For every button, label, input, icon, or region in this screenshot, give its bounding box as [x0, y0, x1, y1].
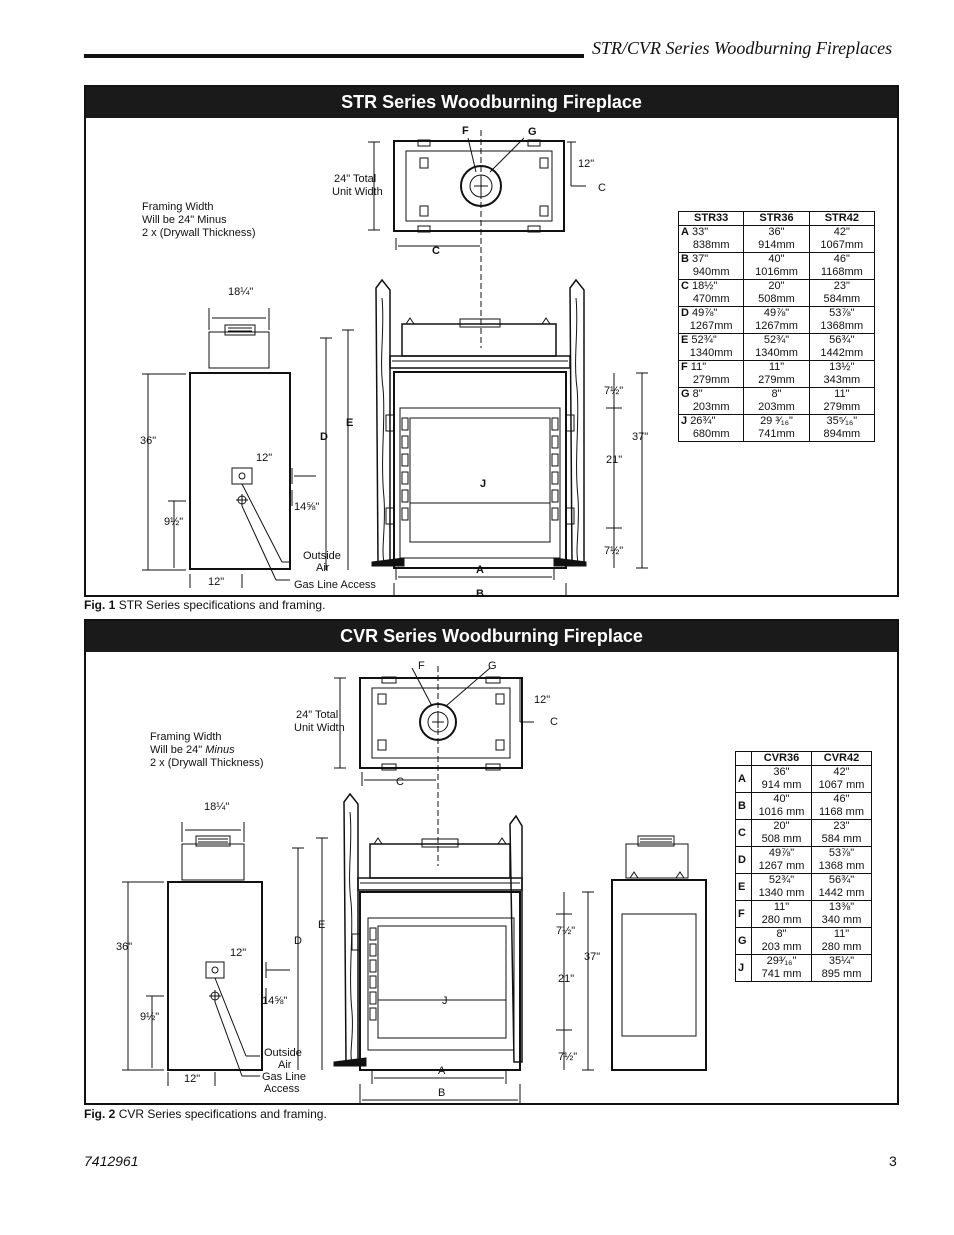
- cvr-table-row: [736, 901, 872, 928]
- str-table-cell: [744, 361, 809, 388]
- cvr-table-cell: [812, 793, 872, 820]
- str-cell-metric: 203mm: [758, 401, 795, 413]
- str-table-cell: [679, 253, 744, 280]
- cvr-label-total1: 24" Total: [296, 709, 339, 721]
- cvr-caption: [84, 1107, 327, 1121]
- str-cell-metric: 584mm: [823, 293, 861, 305]
- str-cell-imperial: 49⅞": [692, 307, 718, 319]
- cvr-row-key: J: [736, 955, 752, 982]
- cvr-cell-imperial: 53⅞": [828, 847, 855, 859]
- cvr-cell-metric: 508 mm: [761, 833, 802, 845]
- cvr-table-header: [736, 752, 872, 766]
- cvr-cell-metric: 584 mm: [821, 833, 862, 845]
- str-cell-imperial: 42": [833, 226, 850, 238]
- cvr-table-row: [736, 955, 872, 982]
- str-spec-table: [678, 211, 875, 442]
- cvr-row-key: B: [736, 793, 752, 820]
- cvr-cell-imperial: 42": [833, 766, 850, 778]
- cvr-table-cell: [752, 955, 812, 982]
- str-caption-label: Fig. 1: [84, 598, 116, 612]
- str-cell-imperial: 23": [833, 280, 850, 292]
- str-cell-imperial: 53⅞": [829, 307, 855, 319]
- cvr-table-cell: [752, 793, 812, 820]
- cvr-label-7-bot: 7½": [558, 1051, 578, 1063]
- str-table-row: [679, 361, 875, 388]
- str-cell-metric: 508mm: [758, 293, 795, 305]
- str-label-cl: C: [598, 182, 606, 194]
- cvr-row-key: A: [736, 766, 752, 793]
- str-table-row: [679, 253, 875, 280]
- str-table-row: [679, 415, 875, 442]
- cvr-panel-title: CVR Series Woodburning Fireplace: [86, 621, 897, 652]
- str-label-g: G: [528, 126, 537, 138]
- cvr-table-cell: [752, 874, 812, 901]
- str-table-cell: [679, 226, 744, 253]
- str-cell-metric: 470mm: [692, 293, 730, 305]
- str-label-7-bot: 7½": [604, 545, 624, 557]
- cvr-th-1: CVR36: [752, 752, 812, 766]
- str-cell-imperial: 49⅞": [763, 307, 790, 319]
- str-cell-imperial: 37": [692, 253, 709, 265]
- str-cell-imperial: 40": [768, 253, 785, 265]
- str-cell-imperial: 11": [690, 361, 707, 373]
- cvr-table-cell: [752, 766, 812, 793]
- str-cell-metric: 1368mm: [820, 320, 864, 332]
- cvr-table-body: [736, 766, 872, 982]
- cvr-label-cl: C: [550, 716, 558, 728]
- str-table-cell: [744, 415, 809, 442]
- str-label-18: 18¼": [228, 286, 254, 298]
- str-label-b: B: [476, 588, 484, 596]
- str-cell-imperial: 29 ³⁄₁₆": [760, 415, 793, 427]
- str-cell-metric: 203mm: [692, 401, 730, 413]
- cvr-table-row: [736, 874, 872, 901]
- cvr-table-cell: [812, 847, 872, 874]
- cvr-label-9: 9½": [140, 1011, 160, 1023]
- str-table-row: [679, 388, 875, 415]
- str-cell-metric: 894mm: [823, 428, 861, 440]
- cvr-spec-table: [735, 751, 872, 982]
- str-label-e: E: [346, 417, 354, 429]
- str-table-cell: [744, 388, 809, 415]
- str-label-37: 37": [632, 431, 649, 443]
- str-label-12-mid: 12": [256, 452, 273, 464]
- cvr-framing-1: Framing Width: [150, 731, 222, 743]
- str-th-1: STR33: [679, 212, 744, 226]
- str-label-9: 9½": [164, 516, 184, 528]
- cvr-outside-1: Outside: [264, 1047, 302, 1059]
- str-cell-imperial: 36": [768, 226, 785, 238]
- str-framing-3: 2 x (Drywall Thickness): [142, 227, 256, 239]
- str-row-key: C: [681, 280, 689, 292]
- str-label-j: J: [480, 478, 487, 490]
- cvr-top-view: [334, 666, 534, 866]
- str-cell-imperial: 13½": [829, 361, 855, 373]
- str-cell-imperial: 11": [834, 388, 850, 400]
- str-outside-1: Outside: [303, 550, 341, 562]
- cvr-table-row: [736, 820, 872, 847]
- cvr-label-21: 21": [558, 973, 575, 985]
- cvr-label-c: C: [396, 776, 404, 788]
- cvr-table-cell: [812, 820, 872, 847]
- cvr-cell-imperial: 35¼": [828, 955, 855, 967]
- str-cell-metric: 1267mm: [689, 320, 733, 332]
- str-caption: [84, 598, 325, 612]
- cvr-label-18: 18¼": [204, 801, 230, 813]
- str-cell-first-line: [681, 253, 741, 266]
- str-row-key: F: [681, 361, 688, 373]
- cvr-cell-metric: 1016 mm: [758, 806, 805, 818]
- str-label-total2: Unit Width: [332, 186, 383, 198]
- str-outside-2: Air: [316, 562, 330, 574]
- str-label-12-top: 12": [578, 158, 595, 170]
- cvr-cell-metric: 1442 mm: [818, 887, 865, 899]
- str-table-cell: [744, 334, 809, 361]
- str-table-cell: [809, 226, 874, 253]
- str-table-row: [679, 226, 875, 253]
- cvr-row-key: D: [736, 847, 752, 874]
- str-table-cell: [809, 361, 874, 388]
- cvr-label-f: F: [418, 660, 425, 672]
- cvr-cell-metric: 1340 mm: [758, 887, 805, 899]
- str-cell-imperial: 52¾": [763, 334, 790, 346]
- str-side-view: [142, 308, 354, 588]
- str-cell-imperial: 46": [833, 253, 850, 265]
- str-label-36: 36": [140, 435, 157, 447]
- str-top-view: [368, 130, 586, 348]
- cvr-th-empty: [736, 752, 752, 766]
- str-cell-metric: 680mm: [692, 428, 730, 440]
- str-table-cell: [809, 415, 874, 442]
- cvr-table-cell: [752, 928, 812, 955]
- str-table-cell: [809, 307, 874, 334]
- str-cell-first-line: [681, 361, 741, 374]
- str-cell-imperial: 33": [692, 226, 709, 238]
- cvr-table-row: [736, 928, 872, 955]
- str-cell-imperial: 11": [768, 361, 785, 373]
- str-cell-imperial: 35⁵⁄₁₆": [826, 415, 858, 427]
- cvr-table-row: [736, 793, 872, 820]
- cvr-label-14: 14⅝": [262, 995, 288, 1007]
- cvr-cell-imperial: 11": [833, 928, 850, 940]
- cvr-label-e: E: [318, 919, 326, 931]
- cvr-front-view: [334, 794, 706, 1104]
- cvr-cell-imperial: 29³⁄₁₆": [766, 955, 797, 967]
- str-label-7-top: 7½": [604, 385, 624, 397]
- cvr-cell-metric: 280 mm: [761, 914, 802, 926]
- str-cell-metric: 1442mm: [820, 347, 864, 359]
- str-cell-metric: 838mm: [692, 239, 730, 251]
- str-table-cell: [679, 361, 744, 388]
- str-table-row: [679, 280, 875, 307]
- cvr-label-a: A: [438, 1065, 446, 1077]
- str-cell-metric: 1267mm: [755, 320, 798, 332]
- cvr-cell-metric: 895 mm: [821, 968, 862, 980]
- cvr-label-12-mid: 12": [230, 947, 247, 959]
- str-cell-imperial: 8": [771, 388, 782, 400]
- cvr-label-j: J: [442, 995, 448, 1007]
- str-cell-metric: 1340mm: [689, 347, 733, 359]
- str-table-row: [679, 334, 875, 361]
- str-cell-imperial: 26¾": [690, 415, 716, 427]
- cvr-table-cell: [812, 874, 872, 901]
- cvr-cell-imperial: 46": [833, 793, 850, 805]
- cvr-table-row: [736, 847, 872, 874]
- str-row-key: D: [681, 307, 689, 319]
- str-label-21: 21": [606, 454, 623, 466]
- page-number: 3: [889, 1153, 897, 1169]
- str-th-3: STR42: [809, 212, 874, 226]
- header-rule: [84, 54, 584, 58]
- str-panel-title: STR Series Woodburning Fireplace: [86, 87, 897, 118]
- str-table-cell: [744, 253, 809, 280]
- str-row-key: J: [681, 415, 688, 427]
- str-caption-text: STR Series specifications and framing.: [118, 598, 326, 612]
- header-title: STR/CVR Series Woodburning Fireplaces: [592, 38, 893, 58]
- str-cell-first-line: [681, 307, 741, 320]
- str-cell-metric: 1067mm: [820, 239, 864, 251]
- str-cell-first-line: [681, 280, 741, 293]
- str-row-key: E: [681, 334, 689, 346]
- str-table-header: [679, 212, 875, 226]
- str-cell-imperial: 20": [768, 280, 785, 292]
- str-cell-metric: 1340mm: [755, 347, 798, 359]
- str-gas-line: Gas Line Access: [294, 579, 376, 591]
- str-table-cell: [809, 334, 874, 361]
- str-label-c: C: [432, 245, 440, 257]
- cvr-table-cell: [752, 820, 812, 847]
- str-cell-metric: 914mm: [758, 239, 795, 251]
- str-label-d: D: [320, 431, 328, 443]
- str-label-12-bot: 12": [208, 576, 225, 588]
- str-row-key: B: [681, 253, 689, 265]
- cvr-cell-imperial: 8": [776, 928, 787, 940]
- cvr-cell-metric: 1267 mm: [758, 860, 805, 872]
- cvr-th-2: CVR42: [812, 752, 872, 766]
- str-table-cell: [809, 388, 874, 415]
- str-label-a: A: [476, 564, 484, 576]
- cvr-caption-label: Fig. 2: [84, 1107, 116, 1121]
- cvr-framing-3: 2 x (Drywall Thickness): [150, 757, 264, 769]
- str-cell-metric: 1016mm: [755, 266, 798, 278]
- cvr-label-7-top: 7½": [556, 925, 576, 937]
- cvr-row-key: F: [736, 901, 752, 928]
- str-cell-metric: 940mm: [692, 266, 730, 278]
- cvr-cell-imperial: 13⅜": [828, 901, 855, 913]
- cvr-table-cell: [752, 901, 812, 928]
- cvr-gas-2: Access: [264, 1083, 300, 1095]
- str-table-cell: [679, 307, 744, 334]
- cvr-label-b: B: [438, 1087, 446, 1099]
- str-cell-metric: 1168mm: [820, 266, 863, 278]
- cvr-cell-metric: 914 mm: [761, 779, 802, 791]
- str-cell-imperial: 52¾": [691, 334, 717, 346]
- cvr-cell-imperial: 56¾": [828, 874, 855, 886]
- str-cell-metric: 741mm: [758, 428, 795, 440]
- cvr-label-12-top: 12": [534, 694, 551, 706]
- str-cell-imperial: 8": [692, 388, 703, 400]
- str-table-cell: [744, 226, 809, 253]
- str-framing-2: Will be 24" Minus: [142, 214, 227, 226]
- str-table-cell: [744, 307, 809, 334]
- str-table-cell: [744, 280, 809, 307]
- str-label-f: F: [462, 125, 469, 137]
- cvr-framing-2: Will be 24" Minus: [150, 744, 235, 756]
- str-cell-first-line: [681, 388, 741, 401]
- cvr-table-cell: [812, 766, 872, 793]
- cvr-label-37: 37": [584, 951, 601, 963]
- cvr-table-cell: [812, 928, 872, 955]
- cvr-cell-imperial: 11": [773, 901, 790, 913]
- str-cell-imperial: 18½": [692, 280, 718, 292]
- cvr-gas-1: Gas Line: [262, 1071, 307, 1083]
- str-table-body: [679, 226, 875, 442]
- cvr-label-12-bot: 12": [184, 1073, 201, 1085]
- cvr-row-key: C: [736, 820, 752, 847]
- cvr-row-key: E: [736, 874, 752, 901]
- str-label-total1: 24" Total: [334, 173, 377, 185]
- str-table-cell: [809, 253, 874, 280]
- str-cell-first-line: [681, 415, 741, 428]
- str-cell-metric: 279mm: [758, 374, 795, 386]
- cvr-table-cell: [752, 847, 812, 874]
- str-table-cell: [679, 334, 744, 361]
- cvr-cell-metric: 741 mm: [761, 968, 802, 980]
- str-table-cell: [679, 280, 744, 307]
- cvr-label-g: G: [488, 660, 497, 672]
- cvr-label-total2: Unit Width: [294, 722, 345, 734]
- str-table-cell: [809, 280, 874, 307]
- cvr-cell-metric: 280 mm: [821, 941, 862, 953]
- str-table-cell: [679, 388, 744, 415]
- cvr-row-key: G: [736, 928, 752, 955]
- cvr-cell-metric: 1368 mm: [818, 860, 865, 872]
- cvr-cell-metric: 340 mm: [821, 914, 862, 926]
- cvr-label-36: 36": [116, 941, 133, 953]
- cvr-cell-metric: 1168 mm: [818, 806, 865, 818]
- cvr-cell-metric: 1067 mm: [818, 779, 865, 791]
- str-cell-metric: 343mm: [823, 374, 861, 386]
- cvr-table-cell: [812, 955, 872, 982]
- cvr-cell-imperial: 52¾": [768, 874, 795, 886]
- cvr-cell-imperial: 49⅞": [768, 847, 795, 859]
- str-label-14: 14⅝": [294, 501, 320, 513]
- cvr-label-d: D: [294, 935, 302, 947]
- str-cell-first-line: [681, 226, 741, 239]
- str-cell-metric: 279mm: [823, 401, 861, 413]
- cvr-cell-imperial: 20": [773, 820, 790, 832]
- str-table-cell: [679, 415, 744, 442]
- str-cell-imperial: 56¾": [829, 334, 855, 346]
- cvr-cell-imperial: 23": [833, 820, 850, 832]
- str-th-2: STR36: [744, 212, 809, 226]
- cvr-cell-imperial: 40": [773, 793, 790, 805]
- str-cell-first-line: [681, 334, 741, 347]
- str-cell-metric: 279mm: [692, 374, 730, 386]
- str-table-row: [679, 307, 875, 334]
- cvr-cell-imperial: 36": [773, 766, 790, 778]
- cvr-cell-metric: 203 mm: [761, 941, 802, 953]
- cvr-caption-text: CVR Series specifications and framing.: [118, 1107, 327, 1121]
- str-row-key: G: [681, 388, 690, 400]
- cvr-outside-2: Air: [278, 1059, 292, 1071]
- cvr-table-cell: [812, 901, 872, 928]
- str-row-key: A: [681, 226, 689, 238]
- str-framing-1: Framing Width: [142, 201, 214, 213]
- cvr-table-row: [736, 766, 872, 793]
- doc-number: 7412961: [84, 1153, 139, 1169]
